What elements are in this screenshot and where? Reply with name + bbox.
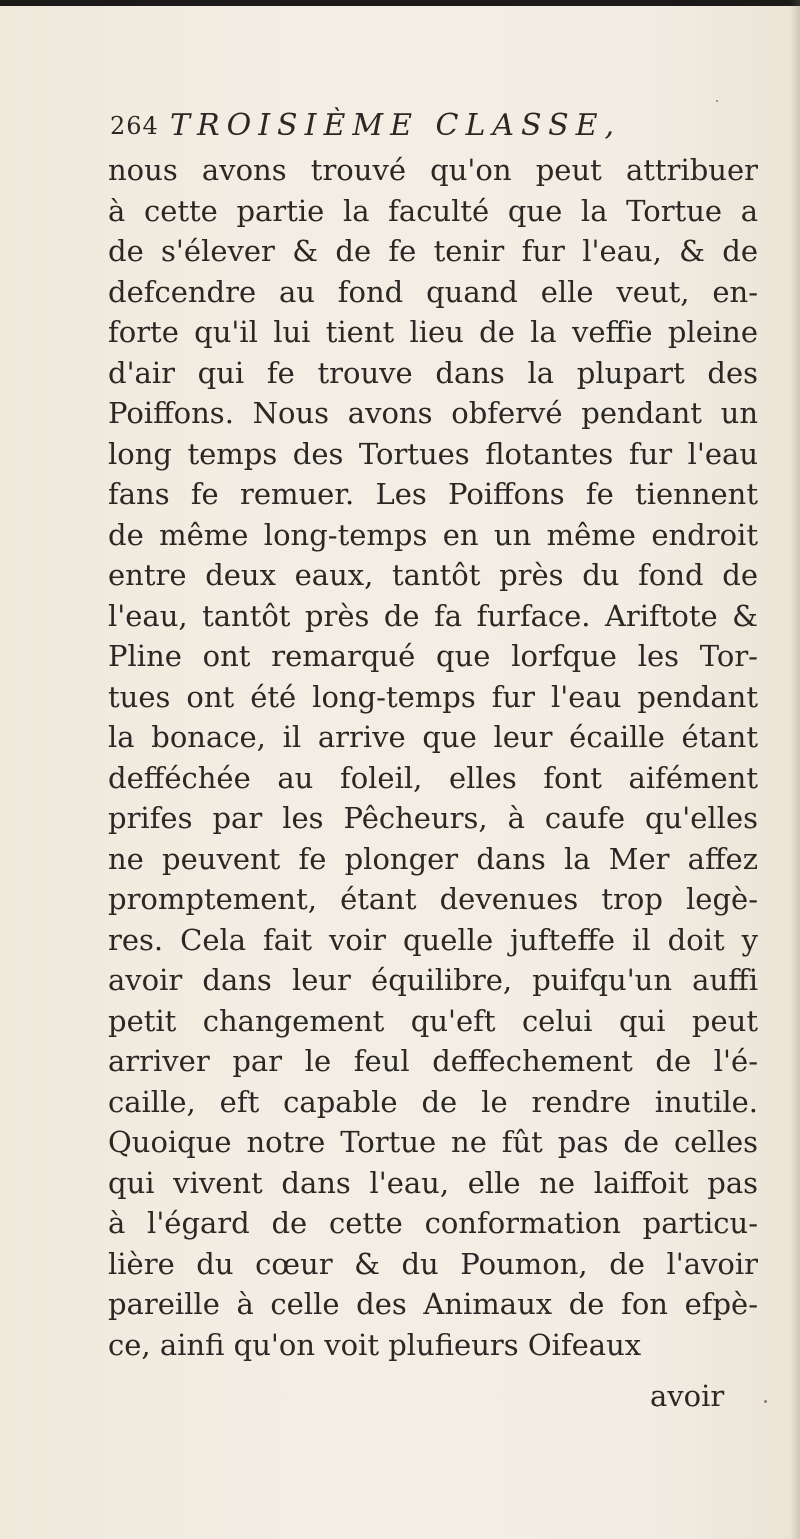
running-title: TROISIÈME CLASSE, [170,108,622,143]
text-line: de s'élever & de fe tenir fur l'eau, & de [108,234,758,268]
text-line: Pline ont remarqué que lorfque les Tor- [108,639,758,673]
text-line: caille, eft capable de le rendre inutile. [108,1084,758,1119]
text-line: pareille à celle des Animaux de fon efpè- [108,1287,758,1321]
text-line: fans fe remuer. Les Poiffons fe tiennent [108,477,758,511]
paper-speck [716,100,718,102]
text-line: entre deux eaux, tantôt près du fond de [108,558,758,592]
text-line: ce, ainfi qu'on voit plufieurs Oifeaux [108,1327,642,1362]
text-line: forte qu'il lui tient lieu de la veffie pleine [108,315,758,349]
text-line: lière du cœur & du Poumon, de l'avoir [108,1246,758,1281]
text-line: tues ont été long-temps fur l'eau pendant [108,679,758,714]
text-line: prifes par les Pêcheurs, à caufe qu'elles [108,801,758,835]
text-line: defcendre au fond quand elle veut, en- [108,274,758,309]
page-header [110,108,750,148]
text-line: l'eau, tantôt près de fa furface. Ariftote & [108,598,758,633]
text-line: Poiffons. Nous avons obfervé pendant un [108,396,758,430]
page-edge-shadow [790,0,800,1539]
paper-speck [764,1400,767,1403]
text-line: long temps des Tortues flotantes fur l'eau [108,436,758,471]
text-line: nous avons trouvé qu'on peut attribuer [108,153,758,187]
text-line: arriver par le feul deffechement de l'é- [108,1044,758,1078]
text-line: Quoique notre Tortue ne fût pas de celles [108,1125,758,1159]
text-line: à cette partie la faculté que la Tortue a [108,193,758,228]
text-line: la bonace, il arrive que leur écaille étant [108,720,758,754]
text-line: promptement, étant devenues trop legè- [108,882,758,916]
text-line: res. Cela fait voir quelle jufteffe il doit y [108,922,758,957]
text-line: defféchée au foleil, elles font aifément [108,760,758,795]
text-line: ne peuvent fe plonger dans la Mer affez [108,841,758,876]
text-line: d'air qui fe trouve dans la plupart des [108,355,758,390]
catchword: avoir [650,1379,725,1413]
page-top-border [0,0,800,6]
text-line: qui vivent dans l'eau, elle ne laiffoit pas [108,1165,758,1200]
text-line: à l'égard de cette conformation particu- [108,1206,758,1240]
page-number: 264 [110,112,159,140]
body-text [108,150,758,1365]
text-line: avoir dans leur équilibre, puifqu'un auffi [108,963,758,997]
text-line: de même long-temps en un même endroit [108,517,758,552]
text-line: petit changement qu'eft celui qui peut [108,1003,758,1038]
